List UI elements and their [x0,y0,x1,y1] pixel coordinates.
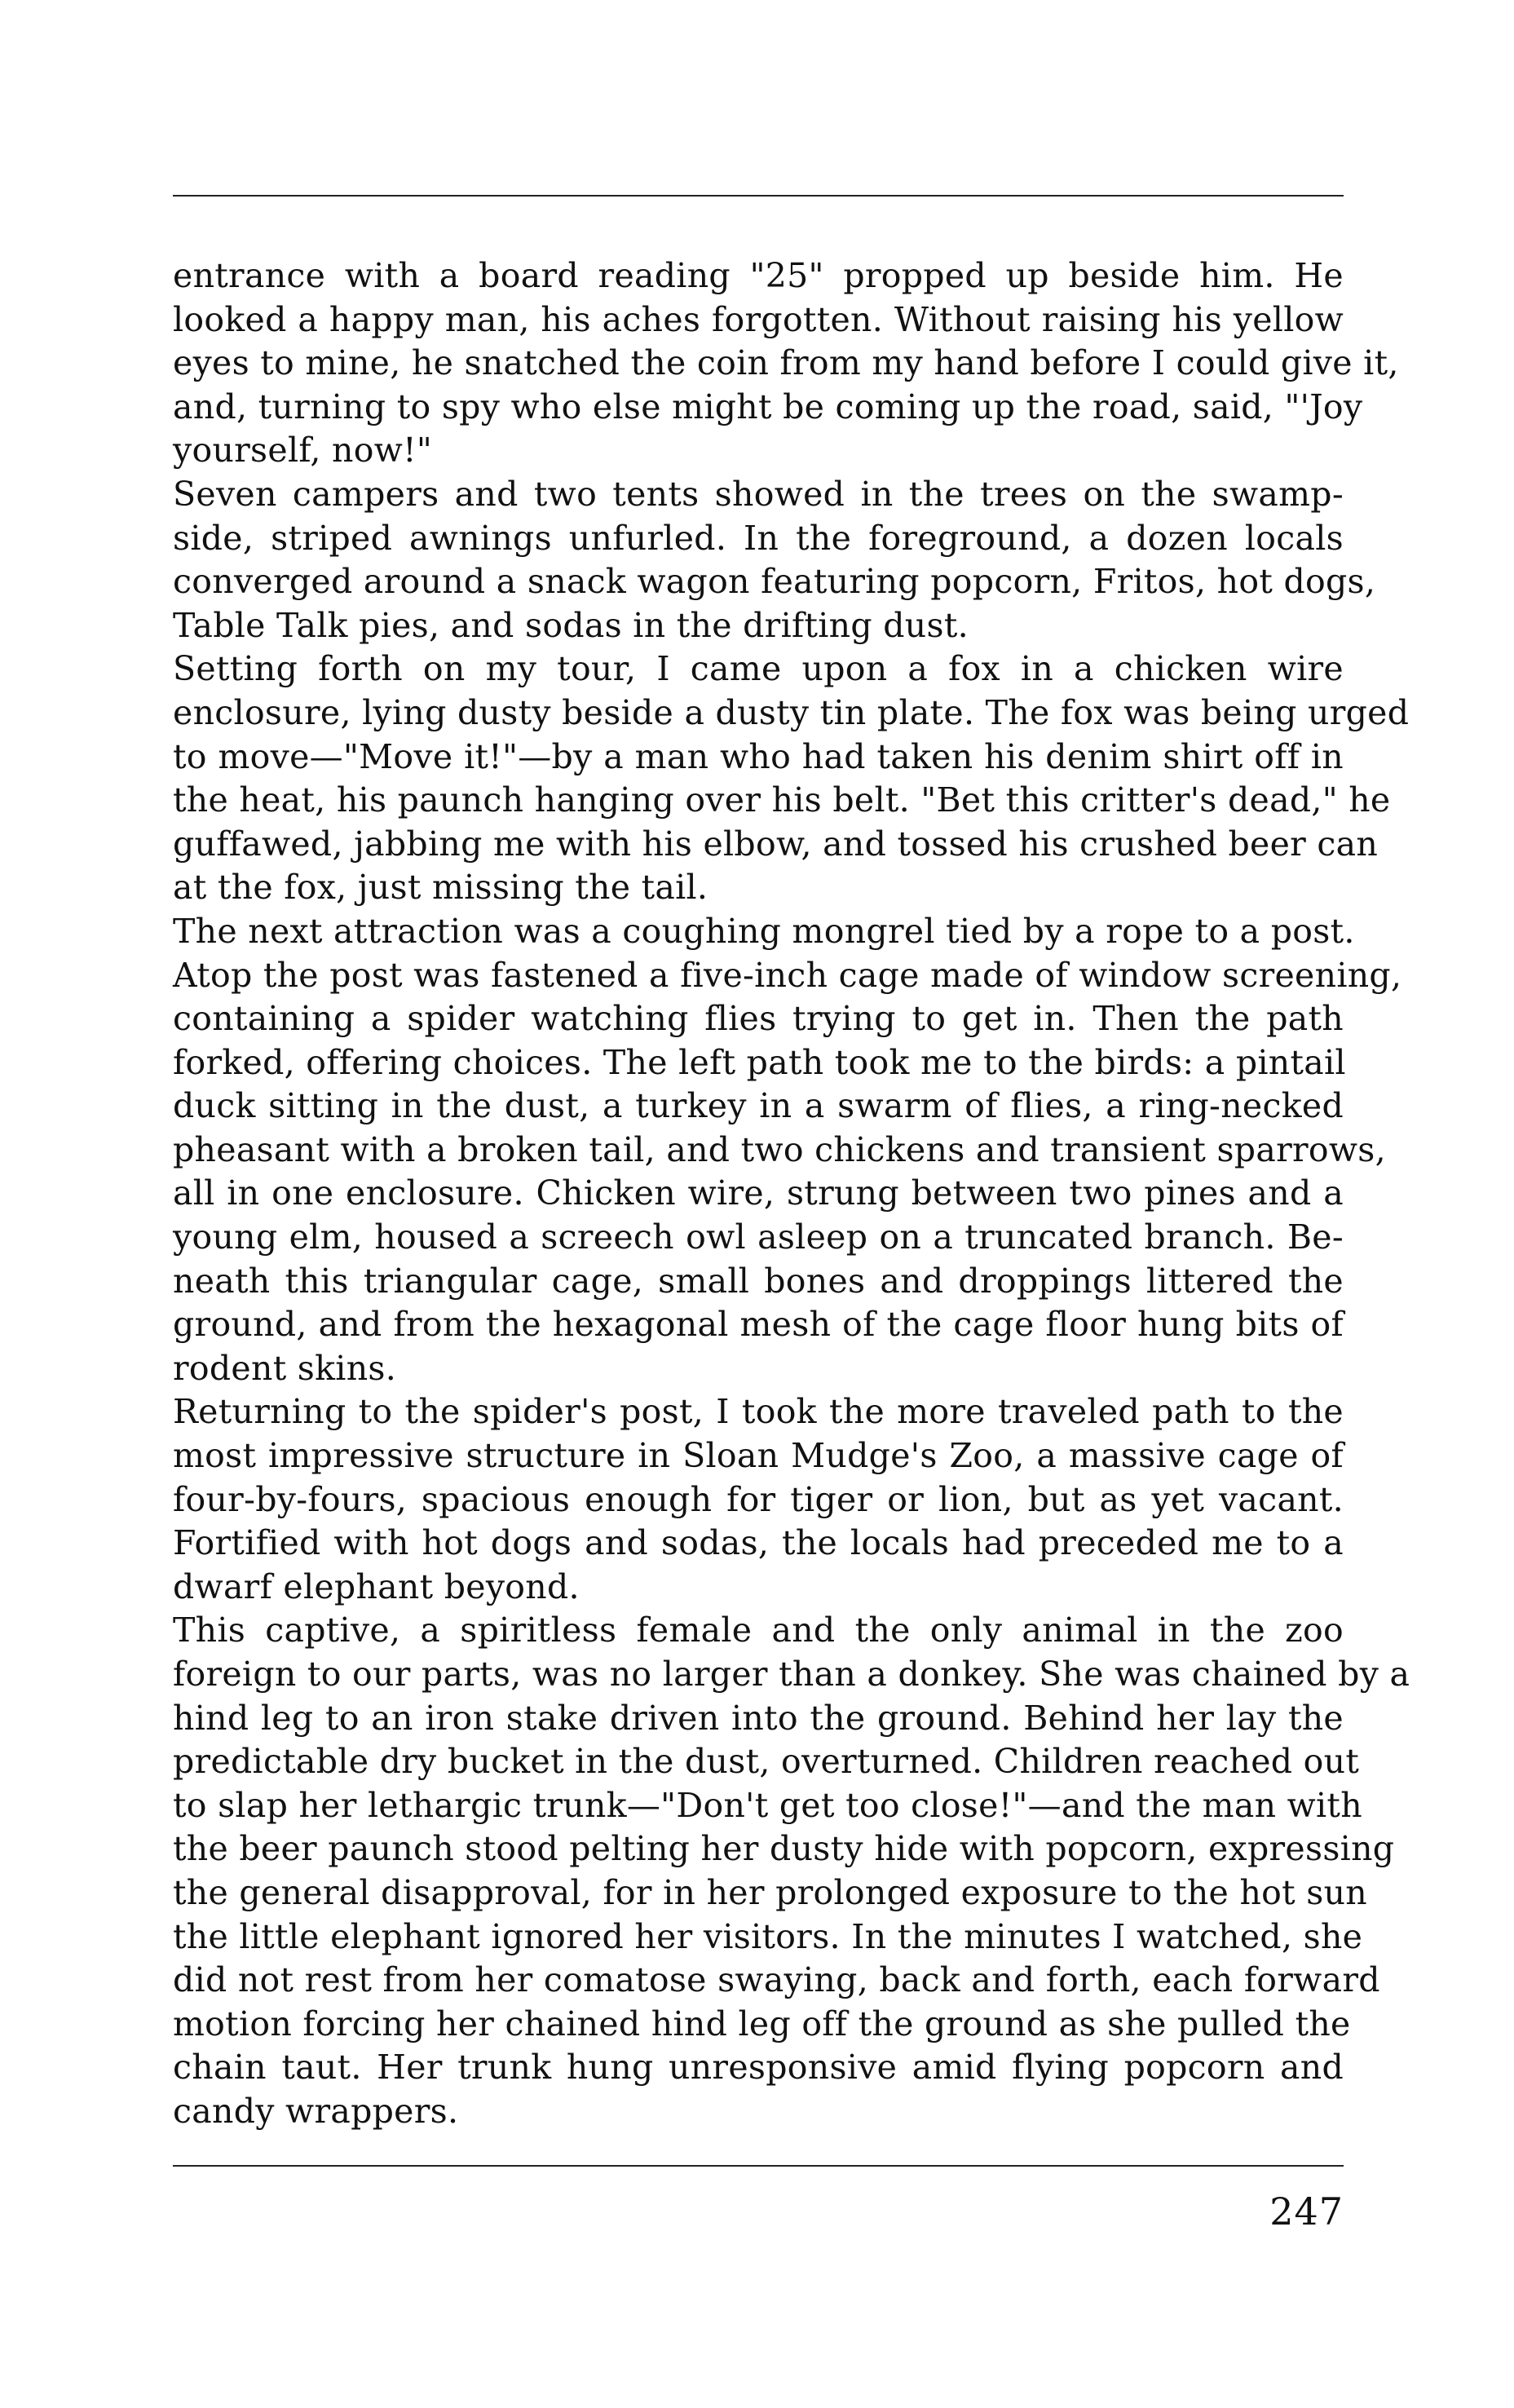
text-line: eyes to mine, he snatched the coin from my hand before I could give it, [173,343,1399,383]
text-line: foreign to our parts, was no larger than a donkey. She was chained by a [173,1655,1410,1694]
text-line: predictable dry bucket in the dust, overturned. Children reached out [173,1742,1360,1782]
text-line: young elm, housed a screech owl asleep on a truncated branch. Be- [173,1217,1344,1257]
body-text [173,254,1410,2134]
text-line: Fortified with hot dogs and sodas, the locals had preceded me to a [173,1523,1344,1563]
text-line: the heat, his paunch hanging over his belt. "Bet this critter's dead," he [173,780,1391,820]
text-line: Setting forth on my tour, I came upon a fox in a chicken wire [173,649,1344,689]
text-line: dwarf elephant beyond. [173,1566,580,1606]
text-line: The next attraction was a coughing mongrel tied by a rope to a post. [173,911,1355,951]
text-line: at the fox, just missing the tail. [173,868,708,908]
text-line: motion forcing her chained hind leg off the ground as she pulled the [173,2004,1351,2043]
text-line: forked, offering choices. The left path took me to the birds: a pintail [173,1042,1346,1082]
text-line: containing a spider watching flies trying to get in. Then the path [173,999,1344,1039]
text-line: hind leg to an iron stake driven into the ground. Behind her lay the [173,1698,1344,1738]
text-line: duck sitting in the dust, a turkey in a swarm of flies, a ring-necked [173,1086,1344,1126]
text-line: yourself, now!" [173,431,433,471]
text-line: rodent skins. [173,1348,397,1388]
text-line: converged around a snack wagon featuring popcorn, Fritos, hot dogs, [173,562,1376,602]
text-line: side, striped awnings unfurled. In the foreground, a dozen locals [173,518,1344,558]
page-number: 247 [1269,2189,1344,2233]
text-line: guffawed, jabbing me with his elbow, and tossed his crushed beer can [173,824,1379,864]
text-line: to slap her lethargic trunk—"Don't get too close!"—and the man with [173,1785,1362,1825]
text-line: chain taut. Her trunk hung unresponsive amid flying popcorn and [173,2048,1344,2088]
text-line: all in one enclosure. Chicken wire, strung between two pines and a [173,1173,1344,1213]
text-line: to move—"Move it!"—by a man who had taken his denim shirt off in [173,736,1344,776]
text-line: enclosure, lying dusty beside a dusty tin plate. The fox was being urged [173,692,1410,732]
text-line: did not rest from her comatose swaying, back and forth, each forward [173,1960,1380,2000]
text-line: most impressive structure in Sloan Mudge's Zoo, a massive cage of [173,1436,1344,1476]
text-line: Seven campers and two tents showed in the trees on the swamp- [173,474,1344,514]
text-line: four-by-fours, spacious enough for tiger or lion, but as yet vacant. [173,1479,1344,1519]
text-line: the general disapproval, for in her prolonged exposure to the hot sun [173,1872,1367,1912]
text-line: Atop the post was fastened a five-inch cage made of window screening, [173,955,1402,995]
text-line: Table Talk pies, and sodas in the drifting dust. [173,605,969,645]
text-line: entrance with a board reading "25" propped up beside him. He [173,256,1344,295]
text-line: ground, and from the hexagonal mesh of the cage floor hung bits of [173,1305,1344,1345]
text-line: the little elephant ignored her visitors. In the minutes I watched, she [173,1916,1363,1956]
bottom-rule [173,2165,1344,2167]
text-line: and, turning to spy who else might be coming up the road, said, "'Joy [173,387,1363,426]
text-line: neath this triangular cage, small bones and droppings littered the [173,1261,1344,1301]
text-line: Returning to the spider's post, I took the more traveled path to the [173,1392,1344,1432]
top-rule [173,195,1344,197]
text-line: This captive, a spiritless female and the only animal in the zoo [173,1610,1344,1650]
text-line: pheasant with a broken tail, and two chickens and transient sparrows, [173,1129,1386,1169]
text-line: the beer paunch stood pelting her dusty hide with popcorn, expressing [173,1829,1395,1869]
text-line: looked a happy man, his aches forgotten. Without raising his yellow [173,299,1344,339]
text-line: candy wrappers. [173,2091,459,2131]
